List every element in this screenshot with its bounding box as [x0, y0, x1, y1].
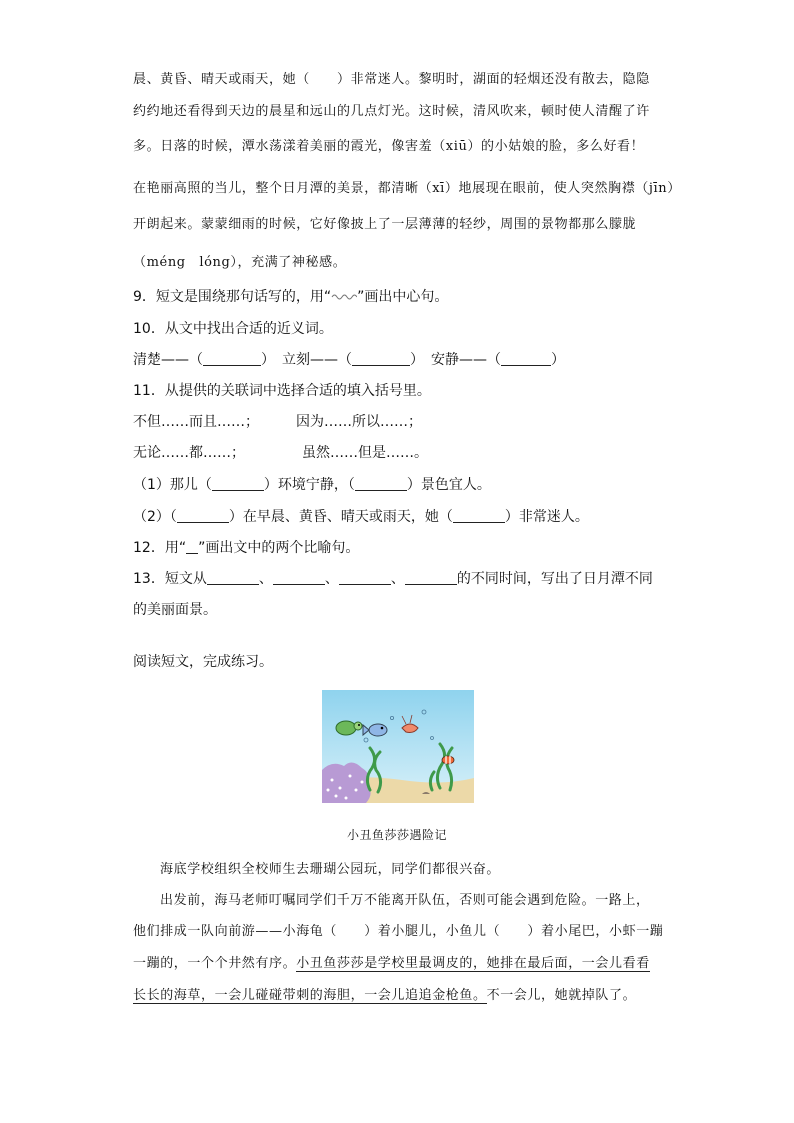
question-12-text: 12．用“: [133, 540, 187, 556]
passage-line: 约约地还看得到天边的晨星和远山的几点灯光。这时候，清风吹来，顿时使人清醒了许: [133, 104, 650, 119]
question-10: 10．从文中找出合适的近义词。: [133, 321, 333, 337]
bracket-close: ）: [551, 352, 565, 368]
answer-blank[interactable]: [352, 365, 410, 366]
question-9: [133, 286, 448, 306]
question-13-cont: 的美丽面景。: [133, 602, 217, 618]
passage-line: 晨、黄昏、晴天或雨天，她（ ）非常迷人。黎明时，湖面的轻烟还没有散去，隐隐: [133, 72, 650, 87]
sentence-2-part: ）在早晨、黄昏、晴天或雨天，她（: [228, 509, 453, 525]
question-12: [133, 537, 359, 557]
underwater-illustration: [322, 690, 474, 803]
story-title: 小丑鱼莎莎遇险记: [346, 828, 447, 842]
question-10-blanks: [133, 349, 565, 369]
passage-line: （méng lóng），充满了神秘感。: [133, 255, 347, 270]
story-paragraph: [133, 984, 636, 1003]
separator: 、: [258, 571, 273, 587]
sentence-1-part: ）景色宜人。: [406, 477, 491, 493]
question-9-text: 9．短文是围绕那句话写的，用“: [133, 289, 332, 305]
underlined-sentence: 小丑鱼莎莎是学校里最调皮的，她排在最后面，一会儿看看: [296, 956, 650, 971]
passage-line: 在艳丽高照的当儿，整个日月潭的美景，都清晰（xī）地展现在眼前，使人突然胸襟（jīn）: [133, 181, 681, 196]
instruction: 阅读短文，完成练习。: [133, 654, 273, 670]
question-9-text-end: ”画出中心句。: [357, 289, 449, 305]
answer-blank[interactable]: [177, 522, 229, 523]
story-paragraph: 海底学校组织全校师生去珊瑚公园玩，同学们都很兴奋。: [160, 862, 501, 877]
connective-option: 虽然……但是……。: [302, 445, 428, 461]
question-13-text: 13．短文从: [133, 571, 207, 587]
sentence-2-part: （2）（: [133, 509, 177, 525]
synonym-3-label: ） 安静——（: [410, 352, 501, 368]
sentence-1-part: ）环境宁静，（: [263, 477, 355, 493]
passage-line: 多。日落的时候，潭水荡漾着美丽的霞光，像害羞（xiū）的小姑娘的脸，多么好看！: [133, 139, 645, 154]
answer-blank[interactable]: [212, 490, 264, 491]
wavy-line-icon: [331, 293, 357, 301]
story-text: 一蹦的，一个个井然有序。: [133, 956, 297, 971]
story-paragraph: 他们排成一队向前游——小海龟（ ）着小腿儿，小鱼儿（ ）着小尾巴，小虾一蹦: [133, 924, 664, 939]
answer-blank[interactable]: [501, 365, 551, 366]
sentence-1-part: （1）那儿（: [133, 477, 212, 493]
answer-blank[interactable]: [405, 584, 457, 585]
answer-blank[interactable]: [207, 584, 259, 585]
answer-blank[interactable]: [339, 584, 391, 585]
separator: 、: [390, 571, 405, 587]
connective-option: 因为……所以……；: [296, 414, 422, 430]
question-13: [133, 568, 653, 588]
answer-blank[interactable]: [273, 584, 325, 585]
answer-blank[interactable]: [453, 522, 505, 523]
synonym-2-label: ） 立刻——（: [261, 352, 352, 368]
story-text: 不一会儿，她就掉队了。: [486, 988, 637, 1003]
sentence-1: [133, 474, 491, 494]
question-12-text-end: ”画出文中的两个比喻句。: [198, 540, 360, 556]
answer-blank[interactable]: [355, 490, 407, 491]
connective-option: 无论……都……；: [133, 445, 245, 461]
separator: 、: [324, 571, 339, 587]
story-paragraph: [133, 952, 650, 971]
passage-line: 开朗起来。蒙蒙细雨的时候，它好像披上了一层薄薄的轻纱，周围的景物都那么朦胧: [133, 217, 637, 232]
synonym-1-label: 清楚——（: [133, 352, 203, 368]
question-13-text-end: 的不同时间，写出了日月潭不同: [456, 571, 653, 587]
clownfish-icon: [442, 756, 454, 764]
underline-sample: [186, 553, 198, 554]
connective-option: 不但……而且……；: [133, 414, 259, 430]
sentence-2: [133, 506, 589, 526]
answer-blank[interactable]: [203, 365, 261, 366]
sentence-2-part: ）非常迷人。: [504, 509, 589, 525]
question-11: 11．从提供的关联词中选择合适的填入括号里。: [133, 383, 431, 399]
underlined-sentence: 长长的海草，一会儿碰碰带刺的海胆，一会儿追追金枪鱼。: [133, 988, 487, 1003]
story-paragraph: 出发前，海马老师叮嘱同学们千万不能离开队伍，否则可能会遇到危险。一路上，: [160, 893, 650, 908]
